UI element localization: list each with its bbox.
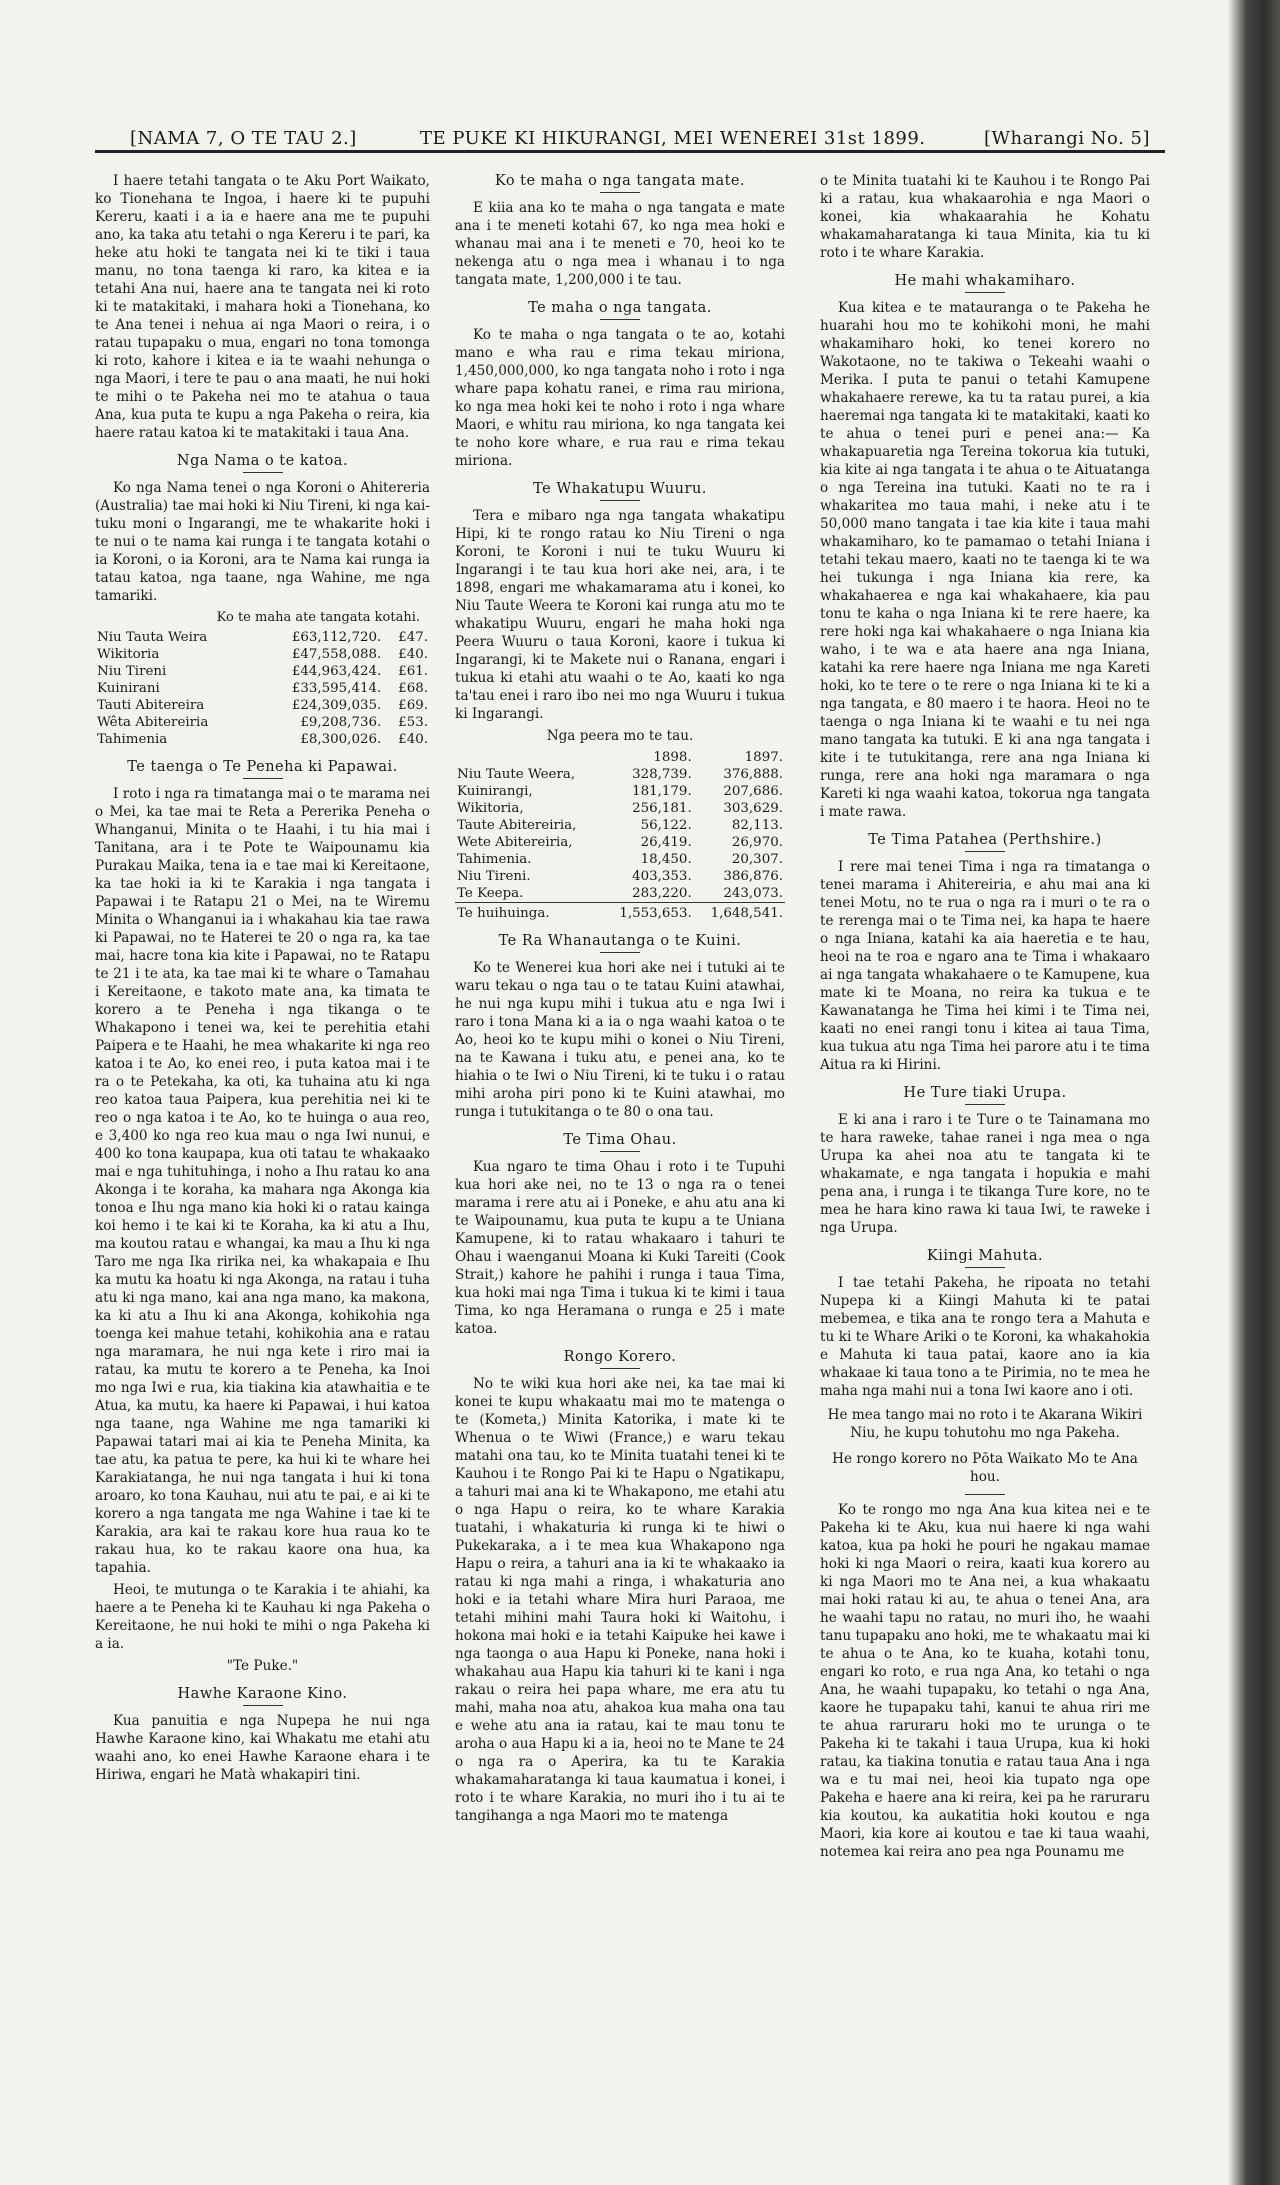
- headline-mahi: He mahi whakamiharo.: [894, 273, 1076, 289]
- wool-table-header: [455, 749, 785, 766]
- headline-ohau: Te Tima Ohau.: [563, 1132, 677, 1148]
- column-1: [95, 172, 430, 1788]
- newspaper-title: TE PUKE KI HIKURANGI, MEI WENEREI 31st 1899.: [420, 128, 926, 149]
- column-2: [455, 172, 785, 1829]
- column-3: [820, 172, 1150, 1865]
- divider: [965, 851, 1005, 852]
- wool-name: Niu Taute Weera,: [457, 767, 576, 782]
- wool-b: 243,073.: [723, 886, 783, 901]
- headline-mate: Ko te maha o nga tangata mate.: [494, 173, 746, 189]
- wool-a: 283,220.: [632, 886, 692, 901]
- article-paragraph: o te Minita tuatahi ki te Kauhou i te Rongo Pai ki a ratau, kua whakaarohia e nga Maori o konei, kia whakaarahia he Kohatu whakamaharatanga ki taua Minita, kia tu ki roto i te whare Karakia.: [820, 173, 1150, 261]
- wool-row: [455, 800, 785, 817]
- wool-table: [455, 749, 785, 922]
- debt-each: £53.: [398, 715, 428, 730]
- article-paragraph: I roto i nga ra timatanga mai o te marama nei o Mei, ka tae mai te Reta a Pererika Peneha o Whanganui, Minita o te Haahi, i tu hia mai i Tanitana, ara i te Pote te Waipounamu kia Purakau Maika, tena ia e tae mai ki Kereitaone, ka tae hoki ia ki te Karakia i nga tangata i Papawai i te Ratapu 21 o Mei, na te Wiremu Minita o Whanganui ia i whakahau kia tae rawa ki Papawai, no te Haterei te 20 o nga ra, ka tae mai, hacre tona kia kite i Papawai, no te Ratapu te 21 i te ata, ka tae mai ki te whare o Tamahau i Kereitaone, e takoto mate ana, ka timata te korero a te Peneha i nga tikanga o te Whakapono i tenei wa, kei te perehitia etahi Paipera e te Haahi, he mea whakarite ki nga reo katoa i te Ao, ko enei reo, i puta katoa mai i te ra o te Petekaha, ka oti, ka tuhaina atu ki nga reo katoa taua Paipera, kua perehitia nei ki te reo o nga katoa i te Ao, ko te huinga o aua reo, e 3,400 ko nga reo kua mau o nga Iwi nunui, e 400 ko tona kaupapa, kua oti tatau te whakaako mai e nga tuhituhinga, i noho a Ihu ratau ko ana Akonga i te koraha, ka mahara nga Akonga kia tonoa e Ihu nga mano kia hoki ki o ratau kainga koi hemo i te kai ki te Koraha, ka ki atu a Ihu, ma koutou ratau e whangai, ka mau a Ihu ki nga Taro me nga Ika ririka nei, ka whakapaia e Ihu ka mutu ka hoatu ki nga Akonga, na ratau i tuha atu ki nga mano, kai ana nga mano, ka makona, ka ki atu a Ihu ki ana Akonga, kohikohia nga toenga kei mahue tetahi, kohikohia ana e ratau nga maramara, he nui nga kete i riro mai ia ratau, ka mutu te korero a te Peneha, ka Inoi mo nga Iwi e rua, kia tiakina kia atawhaitia e te Atua, ka mutu, ka haere ki Papawai, i hui katoa nga taane, nga Wahine me nga tamariki ki Papawai tatari mai ai kia te Peneha Minita, ka tae atu, ka patua te pere, ka hui ki te whare hei Karakiatanga, he nui nga tangata i hui ki tona aroaro, ko tona Kauhau, nui atu te pai, e ai ki te korero a nga tangata me nga Wahine i tae ki te Karakia, ara kai te rakau kore hua raua ko te rakau hua, ko te rakau kaore ona hua, ka tapahia.: [95, 786, 430, 1576]
- debt-name: Niu Tauta Weira: [97, 630, 208, 645]
- headline-ture: He Ture tiaki Urupa.: [903, 1085, 1067, 1101]
- divider: [600, 319, 640, 320]
- article-paragraph: I tae tetahi Pakeha, he ripoata no tetahi Nupepa ki a Kiingi Mahuta ki te patai mebemea, e tika ana te rongo tera a Mahuta e tu ki te Whare Ariki o te Koroni, ka whakahokia e Mahuta ki taua patai, kaore ano ia kia whakaae ki taua tono a te Pirimia, no te mea he maha nga mahi nui a tona Iwi kaore ano i oti.: [820, 1275, 1150, 1399]
- debt-row: [95, 629, 430, 646]
- wool-b: 20,307.: [731, 852, 783, 867]
- wool-name: Taute Abitereiria,: [457, 818, 577, 833]
- divider: [965, 1104, 1005, 1105]
- wool-row: [455, 868, 785, 885]
- debt-name: Kuinirani: [97, 681, 160, 696]
- headline-maha: Te maha o nga tangata.: [528, 300, 712, 316]
- wool-name: Wikitoria,: [457, 801, 524, 816]
- article-paragraph: E ki ana i raro i te Ture o te Tainamana mo te hara raweke, tahae ranei i nga mea o nga Urupa ka ahei noa atu te tangata ki te whakamate, e nga tangata i hopukia e mahi pena ana, i runga i te tikanga Ture kore, no te mea he hara kino rawa ki taua Iwi, te raweke i nga Urupa.: [820, 1112, 1150, 1236]
- wool-row: [455, 766, 785, 783]
- wool-a: 18,450.: [640, 852, 692, 867]
- article-paragraph: Heoi, te mutunga o te Karakia i te ahiahi, ka haere a te Peneha ki te Kauhau ki nga Pakeha o Kereitaone, he nui hoki te mihi o nga Pakeha ki a ia.: [95, 1582, 430, 1652]
- wool-b: 26,970.: [731, 835, 783, 850]
- wool-b: 303,629.: [723, 801, 783, 816]
- divider: [965, 292, 1005, 293]
- debt-total: £24,309,035.: [291, 698, 382, 713]
- divider: [600, 1151, 640, 1152]
- article-paragraph: I rere mai tenei Tima i nga ra timatanga o tenei marama i Ahitereiria, e ahu mai ana ki tenei Motu, no te rua o nga ra i muri o te ra o te rerenga mai o te Tima nei, ka hapa te haere o nga Iniana, katahi ka aia haeretia e te hau, heoi na te roa e ngaro ana te Tima i whakaaro ai nga tangata whakahaere o te Kamupene, kua mate ki te Moana, no reira ka tukua e te Kawanatanga he Tima hei kimi i te Tima nei, kaati no enei rangi tonu i kitea ai taua Tima, kua tukua atu nga Tima hei parore atu i te tima Aitua ra ki Hirini.: [820, 859, 1150, 1073]
- wool-row: [455, 834, 785, 851]
- divider: [965, 1267, 1005, 1268]
- article-paragraph: Ko te maha o nga tangata o te ao, kotahi mano e wha rau e rima tekau miriona, 1,450,000,000, ko nga tangata noho i roto i nga whare papa kohatu ranei, e rima rau miriona, ko nga mea hoki kei te noho i roto i nga whare Maori, e whitu rau miriona, ko nga tangata kei te noho kore whare, e rua rau e rima tekau miriona.: [455, 327, 785, 469]
- wool-name: Te Keepa.: [457, 886, 524, 901]
- article-paragraph: Kua kitea e te matauranga o te Pakeha he huarahi hou mo te kohikohi moni, he mahi whakamiharo hoki, ko tenei korero no Wakotaone, no te takiwa o Tekeahi waahi o Merika. I puta te panui o tetahi Kamupene whakahaere rerewe, ka tu ta ratau purei, a kia haeremai nga tangata ki te matakitaki, kaati ko te ahua o tenei puri e penei ana:— Ka whakapuaretia nga Tereina tokorua kia tutuki, kia kite ai nga tangata i te ahua o te Aituatanga o nga Tereina ina tutuki. Kaati no te ra i whakaritea mo taua mahi, i neke atu i te 50,000 mano tangata i tae kia kite i taua mahi whakamiharo, ko te pamamao o tetahi Iniana i tetahi tekau maero, kaati no te taenga ki te wa hei tukunga i nga Iniana kia rere, ka whakahaerea e nga kai whakahaere, kia pau tonu te kaha o nga Iniana ki te rere haere, ka rere hoki nga kai whakahaere o nga Iniana kia waho, i te wa e ata haere ana nga Iniana, katahi ka rere haere nga Iniana me nga Kareti hoki, ko te tere o te rere o nga Iniana ki te ki a nga tangata, e 80 maero i te haora. Heoi no te taenga o nga Iniana ki te waahi e tu nei nga mano tangata ka tutuki. E ki ana nga tangata i kite i te tutukitanga, rere ana nga Iniana ki runga, rere ana hoki nga maramara o nga Kareti ki nga waahi katoa, tokorua nga tangata i mate rawa.: [820, 300, 1150, 820]
- debt-total: £9,208,736.: [300, 715, 382, 730]
- wool-name: Tahimenia.: [457, 852, 532, 867]
- debt-each: £69.: [398, 698, 428, 713]
- debt-row: [95, 680, 430, 697]
- divider: [600, 500, 640, 501]
- debt-total: £47,558,088.: [291, 647, 382, 662]
- debt-total: £63,112,720.: [291, 630, 382, 645]
- article-paragraph: I haere tetahi tangata o te Aku Port Waikato, ko Tionehana te Ingoa, i haere ki te pupuhi Kereru, kaati i a ia e haere ana me te pupuhi ano, ka taka atu tetahi o nga Kereru i te pari, ka heke atu hoki te tangata nei ki te tiki i taua manu, no tona taenga ki raro, ka kitea e ia tetahi Ana nui, haere ana te tangata nei ki roto ki te matakitaki, i mahara hoki a Tionehana, ko te Ana tenei i nehua ai nga Maori o reira, i o ratau tupapaku o mua, engari no tona tomonga ki roto, kahore i kitea e ia te waahi nehunga o nga Maori, i tere te pau o ana maati, he nui hoki te mihi o te Pakeha nei mo te atahua o taua Ana, kua puta te kupu a nga Pakeha o reira, kia haere ratau katoa ki te matakitaki i taua Ana.: [95, 173, 430, 441]
- table-column-label: Ko te maha ate tangata kotahi.: [216, 610, 420, 625]
- quote-note: He rongo korero no Pōta Waikato Mo te Ana hou.: [832, 1451, 1138, 1485]
- year-label: 1897.: [744, 750, 783, 765]
- wool-row: [455, 817, 785, 834]
- article-paragraph: Kua panuitia e nga Nupepa he nui nga Hawhe Karaone kino, kai Whakatu me etahi atu waahi ano, ko enei Hawhe Karaone ehara i te Hiriwa, engari he Matà whakapiri tini.: [95, 1713, 430, 1783]
- wool-a: 56,122.: [640, 818, 692, 833]
- wool-b: 207,686.: [723, 784, 783, 799]
- debt-name: Tahimenia: [97, 732, 168, 747]
- masthead-rule: [95, 150, 1165, 153]
- wool-total-row: [455, 903, 785, 923]
- wool-a: 181,179.: [632, 784, 692, 799]
- wool-total-b: 1,648,541.: [694, 903, 785, 923]
- year-label: 1898.: [653, 750, 692, 765]
- debt-row: [95, 646, 430, 663]
- signature: "Te Puke.": [226, 1658, 299, 1674]
- wool-total-a: 1,553,653.: [602, 903, 693, 923]
- debt-table: [95, 629, 430, 748]
- wool-total-name: Te huihuinga.: [455, 903, 602, 923]
- table-caption: Nga peera mo te tau.: [546, 728, 694, 744]
- page-number: [Wharangi No. 5]: [984, 128, 1150, 149]
- wool-b: 376,888.: [723, 767, 783, 782]
- divider: [243, 778, 283, 779]
- page-edge-shadow: [1228, 0, 1280, 2185]
- debt-total: £8,300,026.: [300, 732, 382, 747]
- debt-row: [95, 731, 430, 748]
- headline-nama: Nga Nama o te katoa.: [176, 453, 349, 469]
- wool-a: 328,739.: [632, 767, 692, 782]
- divider: [965, 1494, 1005, 1495]
- debt-each: £40.: [398, 732, 428, 747]
- article-paragraph: Kua ngaro te tima Ohau i roto i te Tupuhi kua hori ake nei, no te 13 o nga ra o tenei marama i rere atu ai i Poneke, e ahu atu ana ki te Waipounamu, kua puta te kupu a te Uniana Kamupene, ki to ratau whakaaro i tahuri te Ohau i waenganui Moana ki Kuki Tareiti (Cook Strait,) kahore he pahihi i runga i taua Tima, kua hoki mai nga Tima i tukua ki te kimi i taua Tima, ko nga Heramana o runga e 25 i mate katoa.: [455, 1159, 785, 1337]
- wool-name: Niu Tireni.: [457, 869, 531, 884]
- article-paragraph: Ko te rongo mo nga Ana kua kitea nei e te Pakeha ki te Aku, kua nui haere ki nga wahi katoa, kua pa hoki he pouri he ngakau mamae hoki ki nga Maori o reira, kaati kua korero au ki nga Maori mo te Ana nei, a kua whakaatu mai hoki ratau ki au, te ahua o tenei Ana, ara he waahi tapu no ratau, no muri iho, he waahi tanu tupapaku ano hoki, me te whakaatu mai ki te ahua o te Ana, ko te kuaha, kotahi tonu, engari ko roto, e rua nga Ana, ko tetahi o nga Ana, he waahi tupapaku, ko tetahi o nga Ana, kaore he tupapaku tahi, kanui te ahua riri me te ahua raruraru hoki mo te urunga o te Pakeha ki te takahi i taua Urupa, kua ki hoki ratau, ka tiakina tonutia e ratau taua Ana i nga wa e tu mai nei, heoi kia tupato nga ope Pakeha e haere ana ki reira, kei pa he raruraru kia koutou, ka aukatitia hoki koutou e nga Maori, kia kore ai koutou e tae ki taua waahi, notemea kai reira ano pea nga Pounamu me: [820, 1502, 1150, 1860]
- divider: [600, 952, 640, 953]
- wool-row: [455, 885, 785, 903]
- headline-taenga: Te taenga o Te Peneha ki Papawai.: [127, 759, 398, 775]
- wool-name: Kuinirangi,: [457, 784, 533, 799]
- issue-number: [NAMA 7, O TE TAU 2.]: [130, 128, 357, 149]
- debt-total: £44,963,424.: [291, 664, 382, 679]
- debt-name: Wêta Abitereiria: [97, 715, 209, 730]
- headline-kuini: Te Ra Whanautanga o te Kuini.: [498, 933, 742, 949]
- article-paragraph: Ko nga Nama tenei o nga Koroni o Ahitereria (Australia) tae mai hoki ki Niu Tireni, ki nga kai-tuku moni o Ingarangi, me te whakarite hoki i te nui o te nama kai runga i te tangata kotahi o ia Koroni, o ia Koroni, ara te Nama kai runga ia tatau katoa, nga taane, nga Wahine, me nga tamariki.: [95, 480, 430, 604]
- article-paragraph: E kiia ana ko te maha o nga tangata e mate ana i te meneti kotahi 67, ko nga mea hoki e whanau mai ana i te meneti e 70, heoi ko te nekenga atu o nga mea i whanau i to nga tangata mate, 1,200,000 i te tau.: [455, 200, 785, 288]
- quote-note: He mea tango mai no roto i te Akarana Wikiri Niu, he kupu tohutohu mo nga Pakeha.: [827, 1407, 1143, 1441]
- headline-hawhe: Hawhe Karaone Kino.: [177, 1686, 348, 1702]
- divider: [600, 1368, 640, 1369]
- debt-row: [95, 714, 430, 731]
- headline-tima: Te Tima Patahea (Perthshire.): [868, 832, 1102, 848]
- debt-row: [95, 663, 430, 680]
- wool-row: [455, 783, 785, 800]
- article-paragraph: Tera e mibaro nga nga tangata whakatipu Hipi, ki te rongo ratau ko Niu Tireni o nga Koroni, te Koroni i nui te tuku Wuuru ki Ingarangi i te tau kua hori ake nei, ara, i te 1898, engari me whakamarama atu i konei, ko Niu Taute Weera te Koroni kai runga atu mo te whakatipu Wuuru, engari he maha hoki nga Peera Wuuru o taua Koroni, kaore i tukua ki Ingarangi, ki te Makete nui o Ranana, engari i tukua ki etahi atu waahi o te Ao, kaati ko nga ta'tau enei i raro ibo nei mo nga Wuuru i tukua ki Ingarangi.: [455, 508, 785, 722]
- wool-name: Wete Abitereiria,: [457, 835, 573, 850]
- wool-b: 386,876.: [723, 869, 783, 884]
- wool-b: 82,113.: [731, 818, 783, 833]
- article-paragraph: No te wiki kua hori ake nei, ka tae mai ki konei te kupu whakaatu mai mo te matenga o te (Kometa,) Minita Katorika, i mate ki te Whenua o te Wiwi (France,) e waru tekau matahi ona tau, ko te Minita tuatahi tenei ki te Kauhou i te Rongo Pai ki te Hapu o Ngatikapu, a tahuri mai ana ki te Whakapono, me etahi atu o nga Hapu o reira, ko te whare Karakia tuatahi, i whakaturia ki runga ki te hiwi o Pukekaraka, a i te mea kua Whakapono nga Hapu o reira, a tahuri ana ia ki te whakaako ia ratau ki nga mahi a ringa, i whakaturia ano hoki e ia tetahi whare Mira huri Paraoa, me tetahi mihini mahi Taura hoki ki Waitohu, i hokona mai hoki e ia tetahi Kaipuke hei kawe i nga taonga o aua Hapu ki Poneke, nana hoki i whakahau aua Hapu kia tahuri ki te kani i nga rakau o reira hei papa whare, me era atu tu mahi, maha noa atu, ahakoa kua maha ona tau e wehe atu ana ia ratau, kai te mau tonu te aroha o aua Hapu ki a ia, heoi no te Mane te 24 o nga ra o Aperira, ka tu te Karakia whakamaharatanga ki taua kaumatua i konei, i roto i te whare Karakia, no muri iho i tu ai te tangihanga a nga Maori mo te matenga: [455, 1376, 785, 1824]
- debt-total: £33,595,414.: [291, 681, 382, 696]
- divider: [243, 472, 283, 473]
- debt-each: £68.: [398, 681, 428, 696]
- divider: [243, 1705, 283, 1706]
- debt-row: [95, 697, 430, 714]
- wool-a: 26,419.: [640, 835, 692, 850]
- debt-each: £40.: [398, 647, 428, 662]
- debt-each: £47.: [398, 630, 428, 645]
- debt-name: Tauti Abitereira: [97, 698, 205, 713]
- headline-rongo: Rongo Korero.: [563, 1349, 677, 1365]
- debt-name: Niu Tireni: [97, 664, 167, 679]
- wool-row: [455, 851, 785, 868]
- article-paragraph: Ko te Wenerei kua hori ake nei i tutuki ai te waru tekau o nga tau o te tatau Kuini atawhai, he nui nga kupu mihi i tukua atu e nga Iwi i raro i tona Mana ki a ia o nga waahi katoa o te Ao, heoi ko te kupu mihi o konei o Niu Tireni, na te Kawana i tuku atu, e penei ana, ko te hiahia o te Iwi o Niu Tireni, ki te tuku i o ratau mihi aroha piri pono ki te Kuini atawhai, mo runga i tutukitanga o te 80 o ona tau.: [455, 960, 785, 1120]
- divider: [600, 192, 640, 193]
- debt-name: Wikitoria: [97, 647, 160, 662]
- debt-each: £61.: [398, 664, 428, 679]
- headline-wuru: Te Whakatupu Wuuru.: [533, 481, 707, 497]
- headline-kiingi: Kiingi Mahuta.: [926, 1248, 1044, 1264]
- wool-a: 256,181.: [632, 801, 692, 816]
- wool-a: 403,353.: [632, 869, 692, 884]
